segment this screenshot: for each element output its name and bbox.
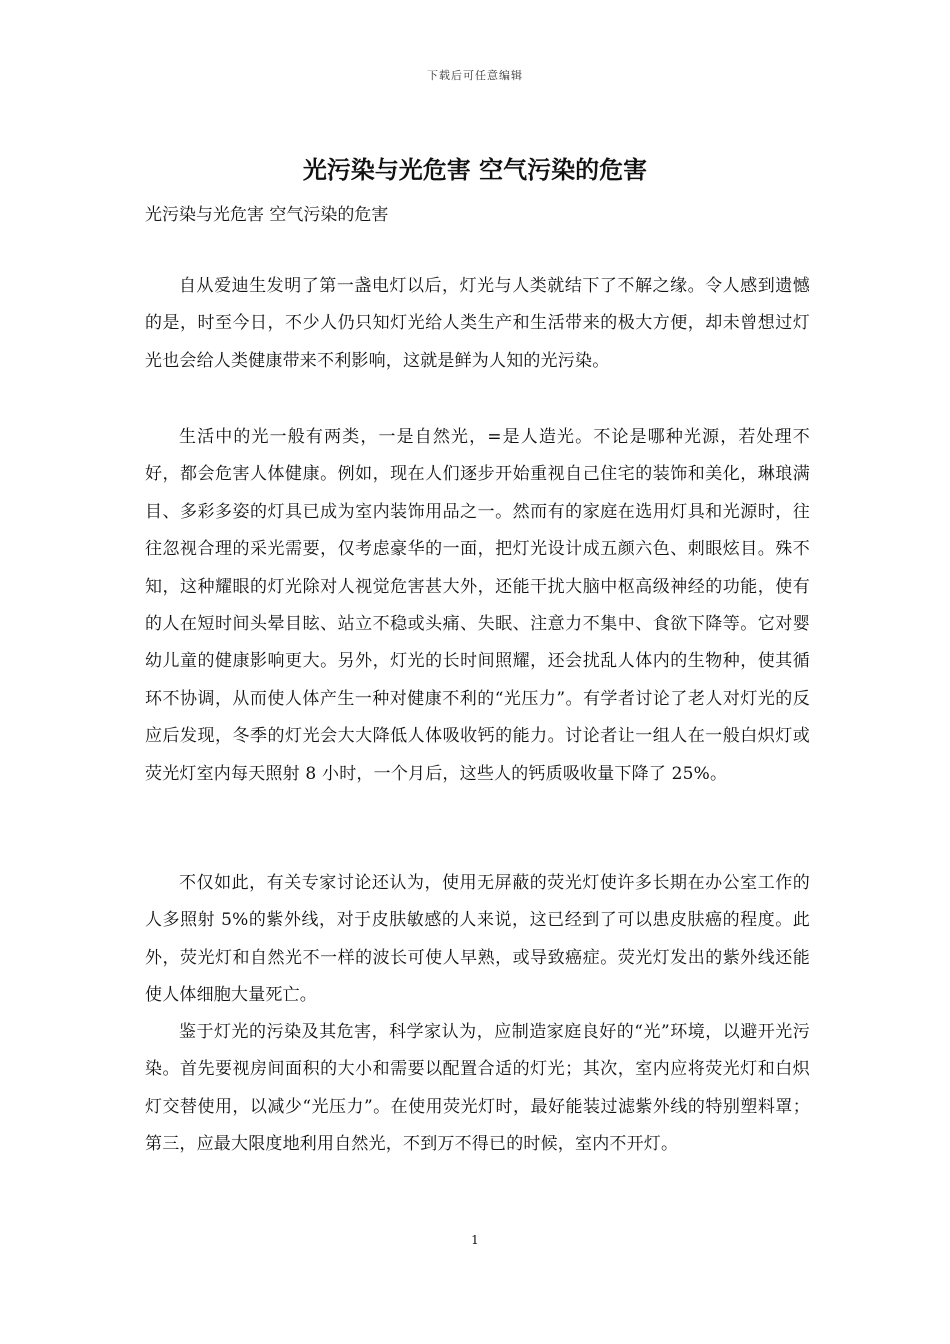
paragraph-4: 鉴于灯光的污染及其危害，科学家认为，应制造家庭良好的“光”环境，以避开光污染。首先要视房间面积的大小和需要以配置合适的灯光；其次，室内应将荧光灯和白炽灯交替使用，以减少“光压力”。在使用荧光灯时，最好能装过滤紫外线的特别塑料罩；第三，应最大限度地利用自然光，不到万不得已的时候，室内不开灯。 xyxy=(145,1022,810,1155)
paragraph-2: 生活中的光一般有两类，一是自然光，=是人造光。不论是哪种光源，若处理不好，都会危害人体健康。例如，现在人们逐步开始重视自己住宅的装饰和美化，琳琅满目、多彩多姿的灯具已成为室内装饰用品之一。然而有的家庭在选用灯具和光源时，往往忽视合理的采光需要，仅考虑豪华的一面，把灯光设计成五颜六色、刺眼炫目。殊不知，这种耀眼的灯光除对人视觉危害甚大外，还能干扰大脑中枢高级神经的功能，使有的人在短时间头晕目眩、站立不稳或头痛、失眠、注意力不集中、食欲下降等。它对婴幼儿童的健康影响更大。另外，灯光的长时间照耀，还会扰乱人体内的生物种，使其循环不协调，从而使人体产生一种对健康不利的“光压力”。有学者讨论了老人对灯光的反应后发现，冬季的灯光会大大降低人体吸收钙的能力。讨论者让一组人在一般白炽灯或荧光灯室内每天照射 8 小时，一个月后，这些人的钙质吸收量下降了 25%。 xyxy=(145,427,810,784)
page-header-note: 下载后可任意编辑 xyxy=(427,69,523,82)
paragraph-1: 自从爱迪生发明了第一盏电灯以后，灯光与人类就结下了不解之缘。令人感到遗憾的是，时至今日，不少人仍只知灯光给人类生产和生活带来的极大方便，却未曾想过灯光也会给人类健康带来不利影响，这就是鲜为人知的光污染。 xyxy=(145,276,810,371)
document-title: 光污染与光危害 空气污染的危害 xyxy=(302,155,648,184)
page-number: 1 xyxy=(471,1233,479,1247)
document-subtitle: 光污染与光危害 空气污染的危害 xyxy=(145,205,389,225)
paragraph-3: 不仅如此，有关专家讨论还认为，使用无屏蔽的荧光灯使许多长期在办公室工作的人多照射 5%的紫外线，对于皮肤敏感的人来说，这已经到了可以患皮肤癌的程度。此外，荧光灯和自然光不一样的波长可使人早熟，或导致癌症。荧光灯发出的紫外线还能使人体细胞大量死亡。 xyxy=(145,873,810,1006)
